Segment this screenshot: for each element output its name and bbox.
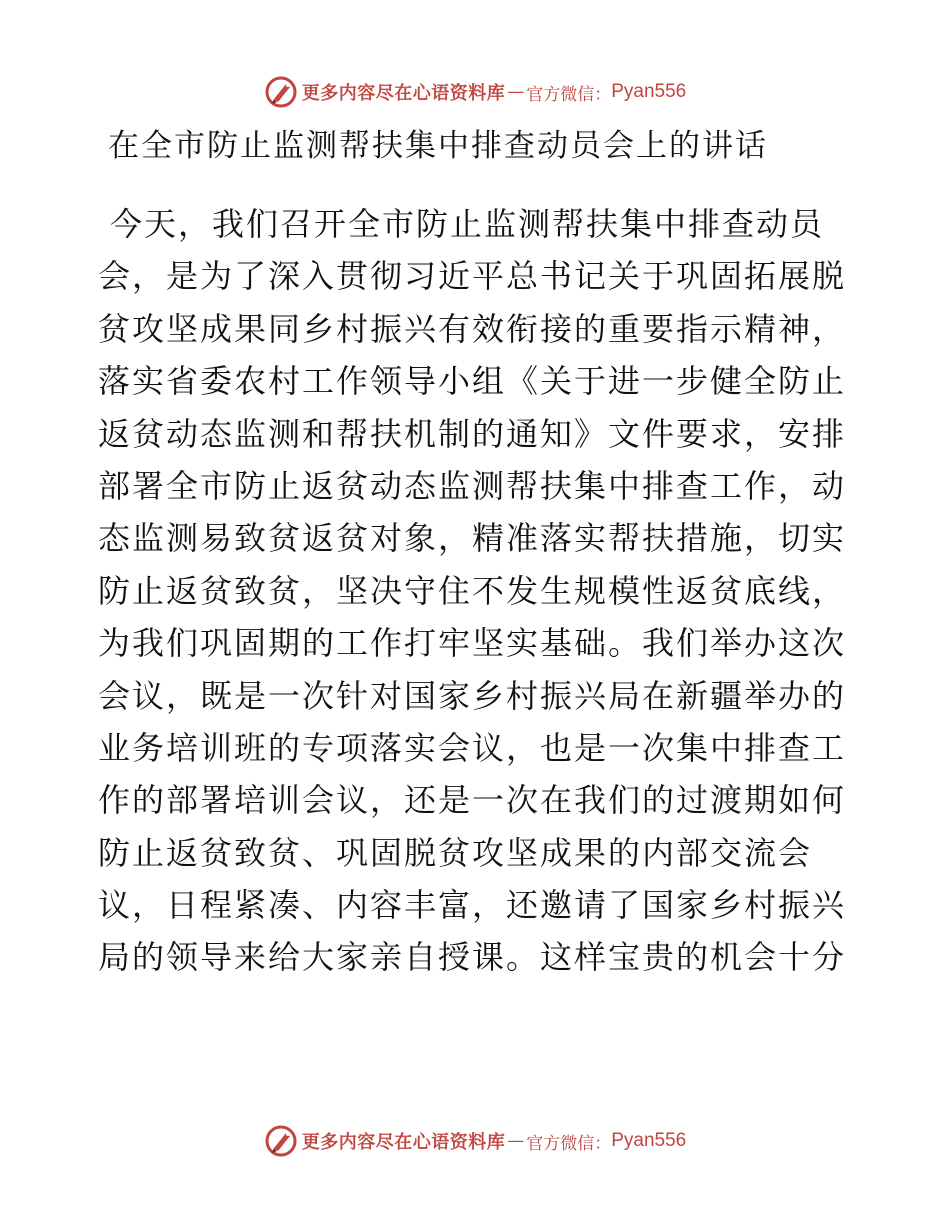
- body-line: 返贫动态监测和帮扶机制的通知》文件要求，安排: [98, 414, 847, 453]
- watermark-separator: —: [507, 82, 525, 102]
- body-line: 防止返贫致贫，坚决守住不发生规模性返贫底线，: [98, 571, 847, 610]
- watermark-wechat-label: 官方微信：: [526, 84, 612, 105]
- body-line: 落实省委农村工作领导小组《关于进一步健全防止: [98, 362, 847, 401]
- watermark-wechat-label: 官方微信：: [526, 1133, 612, 1154]
- footer-watermark: [0, 1119, 950, 1163]
- watermark-text: 更多内容尽在心语资料库: [301, 83, 506, 104]
- body-line: 会议，既是一次针对国家乡村振兴局在新疆举办的: [98, 676, 847, 715]
- pen-logo-icon: [264, 1124, 298, 1158]
- body-line: 为我们巩固期的工作打牢坚实基础。我们举办这次: [98, 624, 847, 663]
- body-line: 贫攻坚成果同乡村振兴有效衔接的重要指示精神，: [98, 309, 847, 348]
- pen-logo-icon: [264, 75, 298, 109]
- body-line: 业务培训班的专项落实会议，也是一次集中排查工: [98, 728, 847, 767]
- body-line: 作的部署培训会议，还是一次在我们的过渡期如何: [98, 781, 847, 820]
- body-line: 今天，我们召开全市防止监测帮扶集中排查动员: [110, 205, 825, 243]
- body-line: 防止返贫致贫、巩固脱贫攻坚成果的内部交流会: [98, 833, 813, 872]
- body-line: 局的领导来给大家亲自授课。这样宝贵的机会十分: [98, 938, 847, 977]
- body-line: 部署全市防止返贫动态监测帮扶集中排查工作，动: [98, 466, 847, 505]
- document-body: [98, 198, 858, 984]
- watermark-separator: —: [507, 1131, 525, 1151]
- watermark-text: 更多内容尽在心语资料库: [301, 1132, 506, 1153]
- body-line: 会，是为了深入贯彻习近平总书记关于巩固拓展脱: [98, 257, 847, 296]
- watermark-wechat-id: Pyan556: [611, 1130, 687, 1151]
- body-line: 议，日程紧凑、内容丰富，还邀请了国家乡村振兴: [98, 886, 847, 925]
- body-line: 态监测易致贫返贫对象，精准落实帮扶措施，切实: [98, 519, 847, 558]
- watermark-wechat-id: Pyan556: [611, 81, 687, 102]
- document-title: 在全市防止监测帮扶集中排查动员会上的讲话: [108, 128, 768, 164]
- header-watermark: [0, 70, 950, 114]
